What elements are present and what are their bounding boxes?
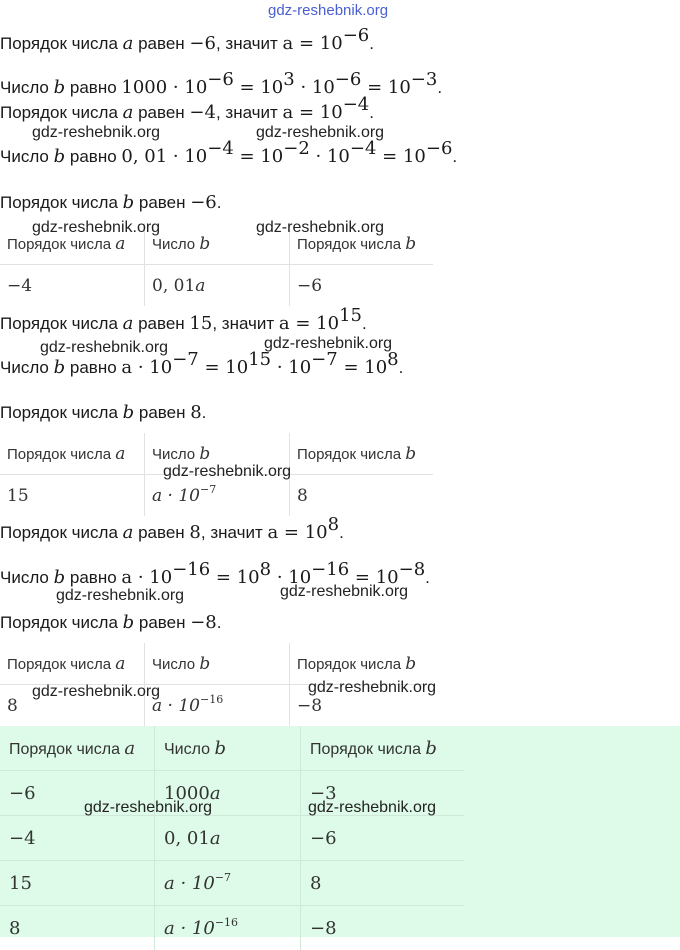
- var: a: [123, 313, 134, 334]
- period: .: [369, 103, 374, 122]
- watermark: gdz-reshebnik.org: [32, 124, 160, 142]
- header-cell: Число b: [155, 726, 301, 771]
- header-cell: Порядок числа b: [290, 643, 434, 685]
- watermark: gdz-reshebnik.org: [256, 124, 384, 142]
- value: −6: [189, 33, 216, 54]
- table-cell: 0, 01a: [155, 816, 301, 861]
- var: b: [54, 146, 66, 167]
- watermark: gdz-reshebnik.org: [32, 219, 160, 237]
- header-cell: Порядок числа b: [290, 223, 434, 265]
- period: .: [452, 147, 457, 166]
- label: равен: [133, 34, 189, 53]
- exponent: −6: [426, 138, 453, 159]
- expr: · 10: [310, 146, 350, 167]
- period: .: [217, 613, 222, 632]
- period: .: [437, 78, 442, 97]
- header-cell: Число b: [145, 643, 290, 685]
- text-line: [0, 357, 403, 379]
- period: .: [369, 34, 374, 53]
- table-cell: 15: [0, 475, 145, 517]
- exponent: −7: [172, 349, 199, 370]
- table-cell: −8: [301, 906, 465, 950]
- label: , значит: [201, 523, 268, 542]
- watermark: gdz-reshebnik.org: [268, 2, 388, 19]
- expr: 0, 01 · 10: [121, 146, 207, 167]
- value: −8: [190, 612, 217, 633]
- exponent: −2: [283, 138, 310, 159]
- exponent: 8: [260, 559, 271, 580]
- table-cell: 8: [0, 685, 145, 727]
- period: .: [362, 314, 367, 333]
- label: Число: [0, 568, 54, 587]
- period: .: [202, 403, 207, 422]
- watermark: gdz-reshebnik.org: [40, 339, 168, 357]
- var: b: [123, 192, 135, 213]
- period: .: [425, 568, 430, 587]
- table-cell: 8: [301, 861, 465, 906]
- label: Порядок числа: [0, 34, 123, 53]
- table-cell: −4: [0, 816, 155, 861]
- period: .: [339, 523, 344, 542]
- exponent: −6: [343, 25, 370, 46]
- header-cell: Порядок числа a: [0, 433, 145, 475]
- watermark: gdz-reshebnik.org: [308, 799, 436, 817]
- text-line: [0, 313, 367, 335]
- var: a: [123, 522, 134, 543]
- label: Порядок числа: [0, 314, 123, 333]
- expr: = 10: [210, 567, 259, 588]
- label: Число: [0, 147, 54, 166]
- exponent: −4: [207, 138, 234, 159]
- label: Число: [0, 78, 54, 97]
- label: Порядок числа: [0, 523, 123, 542]
- watermark: gdz-reshebnik.org: [56, 587, 184, 605]
- table-cell: $a \cdot 10^{-7}$: [155, 861, 301, 906]
- table-row: [0, 906, 464, 950]
- text-line: [0, 612, 222, 634]
- text-line: [0, 146, 457, 168]
- label: Порядок числа: [0, 103, 123, 122]
- expr: a = 10: [283, 102, 343, 123]
- header-cell: Порядок числа a: [0, 643, 145, 685]
- text-line: [0, 77, 442, 99]
- value: 15: [189, 313, 212, 334]
- label: равен: [134, 403, 190, 422]
- label: равно: [65, 147, 121, 166]
- exponent: −8: [399, 559, 426, 580]
- var: b: [123, 402, 135, 423]
- value: −4: [189, 102, 216, 123]
- expr: a · 10: [121, 357, 172, 378]
- label: Порядок числа: [0, 403, 123, 422]
- table-row: [0, 816, 464, 861]
- label: равно: [65, 78, 121, 97]
- value: 8: [190, 402, 201, 423]
- expr: = 10: [338, 357, 387, 378]
- label: , значит: [216, 103, 283, 122]
- var: b: [54, 567, 66, 588]
- text-line: [0, 192, 222, 214]
- label: , значит: [216, 34, 283, 53]
- exponent: −4: [343, 94, 370, 115]
- header-cell: Порядок числа a: [0, 223, 145, 265]
- expr: a = 10: [279, 313, 339, 334]
- exponent: −16: [311, 559, 349, 580]
- expr: = 10: [349, 567, 398, 588]
- table-cell: −6: [290, 265, 434, 307]
- exponent: −3: [411, 69, 438, 90]
- table-cell: $a \cdot 10^{-7}$: [145, 475, 290, 517]
- expr: = 10: [361, 77, 410, 98]
- exponent: 15: [339, 305, 362, 326]
- header-cell: Порядок числа b: [290, 433, 434, 475]
- table-row: [0, 265, 433, 307]
- expr: · 10: [271, 567, 311, 588]
- watermark: gdz-reshebnik.org: [280, 583, 408, 601]
- expr: a = 10: [267, 522, 327, 543]
- exponent: 8: [328, 514, 339, 535]
- exponent: 15: [248, 349, 271, 370]
- watermark: gdz-reshebnik.org: [32, 683, 160, 701]
- table-row: [0, 861, 464, 906]
- table-cell: −3: [301, 771, 465, 816]
- table-cell: $a \cdot 10^{-16}$: [155, 906, 301, 950]
- var: a: [123, 33, 134, 54]
- table-cell: 8: [0, 906, 155, 950]
- label: равен: [134, 613, 190, 632]
- exponent: −16: [172, 559, 210, 580]
- var: a: [123, 102, 134, 123]
- expr: · 10: [271, 357, 311, 378]
- value: 8: [189, 522, 200, 543]
- expr: = 10: [199, 357, 248, 378]
- table-header-row: [0, 726, 464, 771]
- label: , значит: [212, 314, 279, 333]
- watermark: gdz-reshebnik.org: [308, 679, 436, 697]
- expr: = 10: [234, 146, 283, 167]
- text-line: [0, 102, 374, 124]
- summary-table: [0, 726, 464, 950]
- table-cell: −8: [290, 685, 434, 727]
- var: b: [123, 612, 135, 633]
- expr: = 10: [234, 77, 283, 98]
- exponent: 3: [283, 69, 294, 90]
- watermark: gdz-reshebnik.org: [256, 219, 384, 237]
- text-line: [0, 522, 344, 544]
- table-cell: −4: [0, 265, 145, 307]
- label: равен: [134, 193, 190, 212]
- var: b: [54, 357, 66, 378]
- var: b: [54, 77, 66, 98]
- label: Порядок числа: [0, 613, 123, 632]
- header-cell: Порядок числа b: [301, 726, 465, 771]
- label: равен: [133, 314, 189, 333]
- header-cell: Число b: [145, 223, 290, 265]
- text-line: [0, 402, 206, 424]
- exponent: 8: [387, 349, 398, 370]
- label: Порядок числа: [0, 193, 123, 212]
- table-cell: −6: [0, 771, 155, 816]
- expr: a = 10: [283, 33, 343, 54]
- expr: · 10: [295, 77, 335, 98]
- label: Число: [0, 358, 54, 377]
- table-cell: −6: [301, 816, 465, 861]
- table-cell: 8: [290, 475, 434, 517]
- value: −6: [190, 192, 217, 213]
- exponent: −6: [335, 69, 362, 90]
- label: равно: [65, 568, 121, 587]
- period: .: [399, 358, 404, 377]
- label: равно: [65, 358, 121, 377]
- table-cell: 0, 01a: [145, 265, 290, 307]
- label: равен: [133, 103, 189, 122]
- expr: = 10: [376, 146, 425, 167]
- watermark: gdz-reshebnik.org: [84, 799, 212, 817]
- header-cell: Порядок числа a: [0, 726, 155, 771]
- exponent: −7: [311, 349, 338, 370]
- table-cell: $a \cdot 10^{-16}$: [145, 685, 290, 727]
- expr: a · 10: [121, 567, 172, 588]
- period: .: [217, 193, 222, 212]
- header-cell: Число b: [145, 433, 290, 475]
- exponent: −6: [207, 69, 234, 90]
- watermark: gdz-reshebnik.org: [264, 335, 392, 353]
- text-line: [0, 33, 374, 55]
- table-cell: 15: [0, 861, 155, 906]
- label: равен: [133, 523, 189, 542]
- expr: 1000 · 10: [121, 77, 207, 98]
- table-cell: 1000a: [155, 771, 301, 816]
- exponent: −4: [350, 138, 377, 159]
- watermark: gdz-reshebnik.org: [163, 463, 291, 481]
